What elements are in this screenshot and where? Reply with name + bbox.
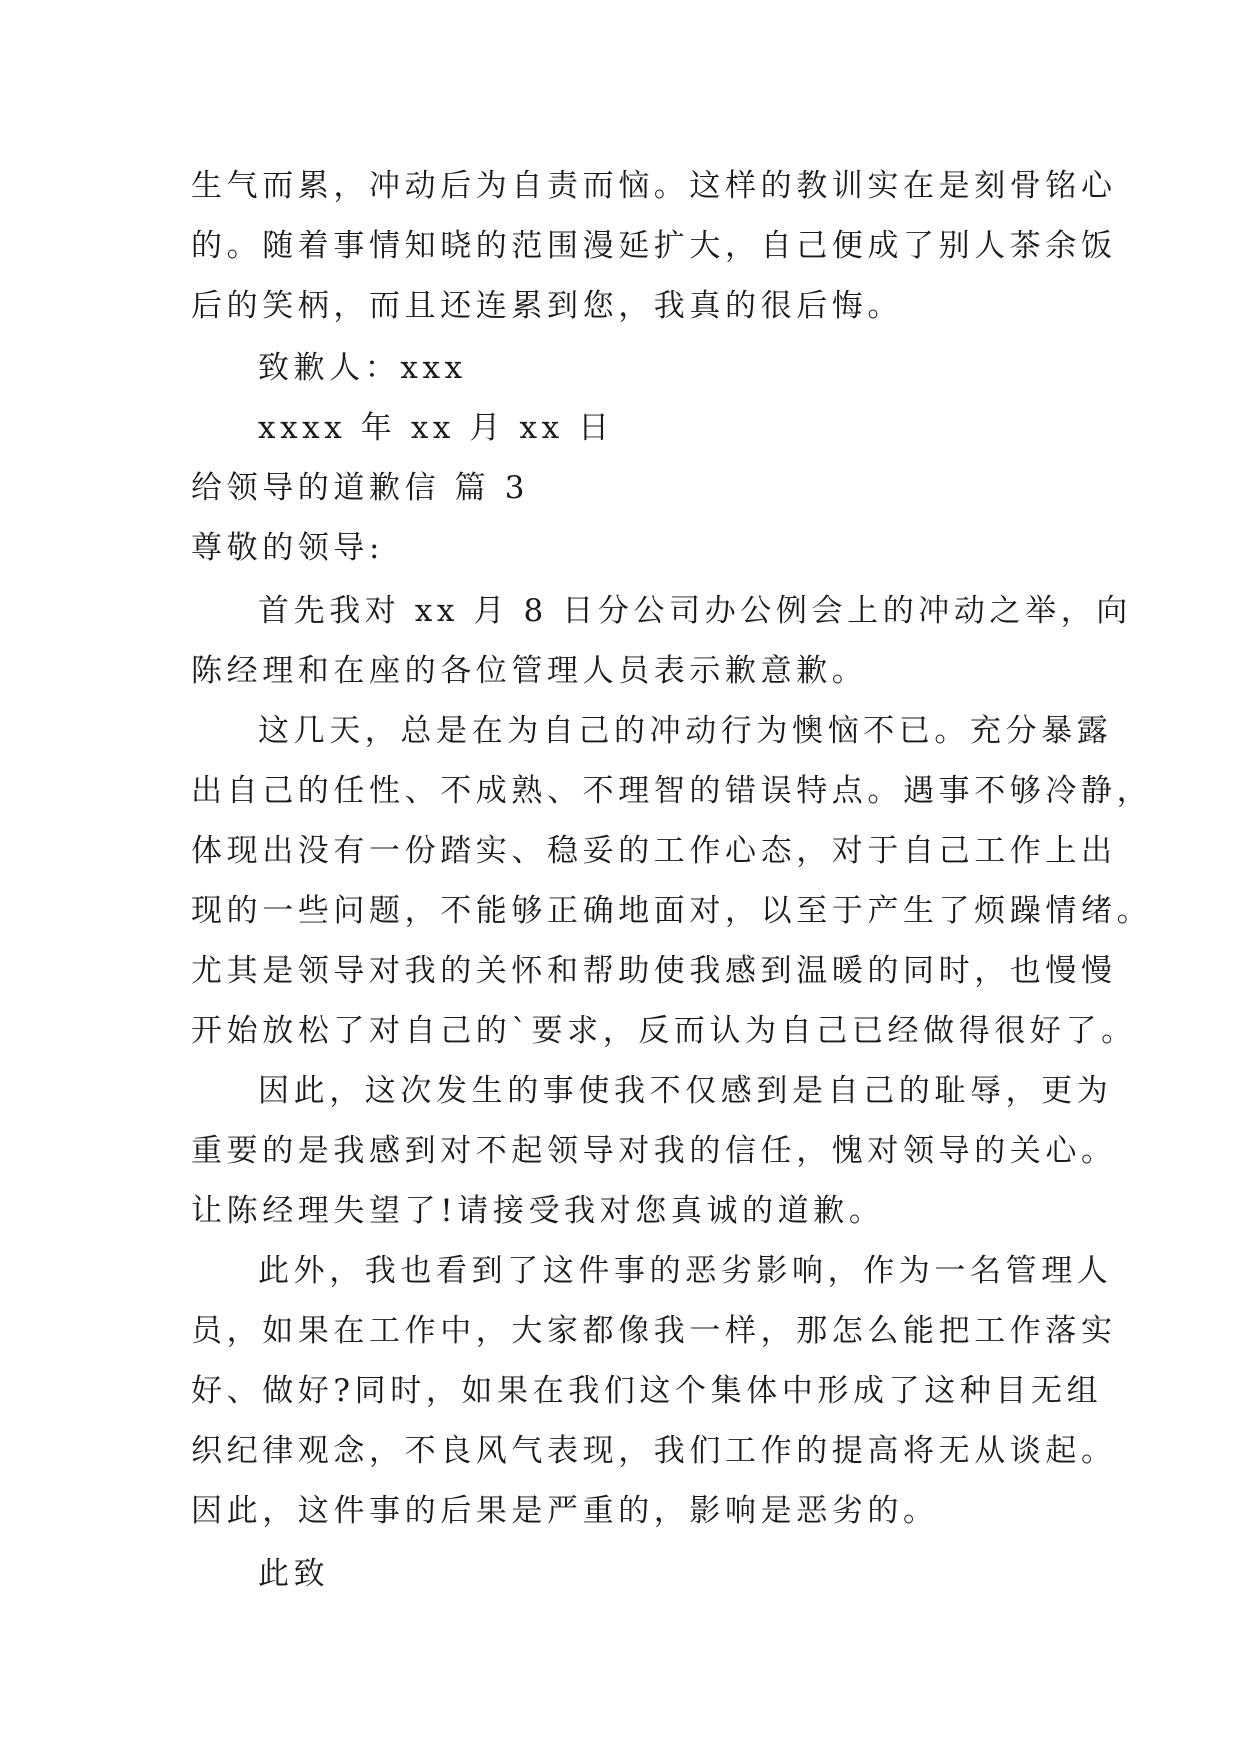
text-line: 好、做好?同时，如果在我们这个集体中形成了这种目无组 xyxy=(191,1373,1103,1409)
text-line: 生气而累，冲动后为自责而恼。这样的教训实在是刻骨铭心 xyxy=(191,168,1117,204)
text-line: 织纪律观念，不良风气表现，我们工作的提高将无从谈起。 xyxy=(191,1433,1117,1469)
date-line: xxxx 年 xx 月 xx 日 xyxy=(258,410,614,446)
text-line: 开始放松了对自己的`要求，反而认为自己已经做得很好了。 xyxy=(191,1013,1137,1049)
closing-line: 此致 xyxy=(258,1556,330,1592)
text-line: 因此，这件事的后果是严重的，影响是恶劣的。 xyxy=(191,1493,939,1529)
text-line: 此外，我也看到了这件事的恶劣影响，作为一名管理人 xyxy=(258,1253,1113,1289)
text-line: 员，如果在工作中，大家都像我一样，那怎么能把工作落实 xyxy=(191,1313,1117,1349)
salutation: 尊敬的领导: xyxy=(191,530,385,566)
text-line: 的。随着事情知晓的范围漫延扩大，自己便成了别人茶余饭 xyxy=(191,228,1117,264)
text-line: 因此，这次发生的事使我不仅感到是自己的耻辱，更为 xyxy=(258,1073,1113,1109)
text-line: 后的笑柄，而且还连累到您，我真的很后悔。 xyxy=(191,288,903,324)
text-line: 让陈经理失望了!请接受我对您真诚的道歉。 xyxy=(191,1193,885,1229)
text-line: 重要的是我感到对不起领导对我的信任，愧对领导的关心。 xyxy=(191,1133,1117,1169)
text-line: 体现出没有一份踏实、稳妥的工作心态，对于自己工作上出 xyxy=(191,833,1117,869)
section-title: 给领导的道歉信 篇 3 xyxy=(191,470,530,506)
text-line: 陈经理和在座的各位管理人员表示歉意歉。 xyxy=(191,653,868,689)
text-line: 尤其是领导对我的关怀和帮助使我感到温暖的同时，也慢慢 xyxy=(191,953,1117,989)
text-line: 首先我对 xx 月 8 日分公司办公例会上的冲动之举，向 xyxy=(258,593,1132,629)
text-line: 现的一些问题，不能够正确地面对，以至于产生了烦躁情绪。 xyxy=(191,893,1153,929)
signature-line: 致歉人：xxx xyxy=(258,350,467,386)
text-line: 这几天，总是在为自己的冲动行为懊恼不已。充分暴露 xyxy=(258,713,1113,749)
text-line: 出自己的任性、不成熟、不理智的错误特点。遇事不够冷静， xyxy=(191,773,1153,809)
